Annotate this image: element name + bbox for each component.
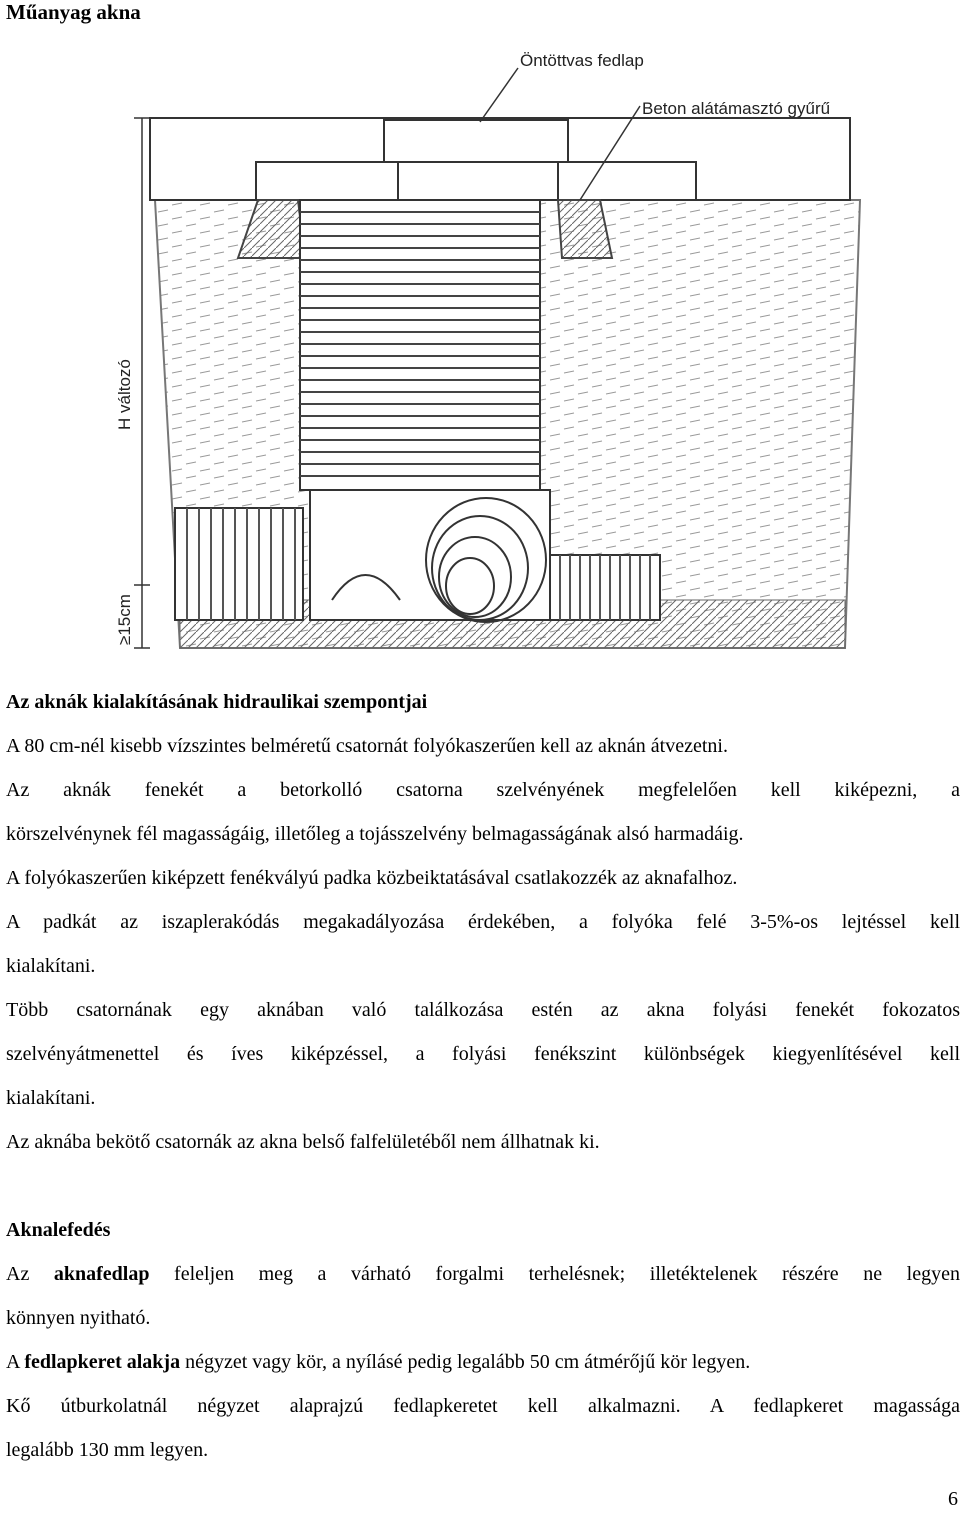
paragraph-line: szelvényátmenettel és íves kiképzéssel, a folyási fenékszint különbségek kiegyenlítésével kell — [6, 1043, 960, 1065]
outlet-pipe-right — [550, 555, 660, 620]
height-dimension — [134, 118, 150, 648]
paragraph: A 80 cm-nél kisebb vízszintes belméretű csatornát folyókaszerűen kell az aknán átvezetni. — [6, 735, 728, 757]
paragraph-line: körszelvénynek fél magasságáig, illetőleg a tojásszelvény belmagasságának alsó harmadáig. — [6, 823, 744, 845]
text-span: Az — [6, 1263, 54, 1285]
paragraph: Az aknába bekötő csatornák az akna belső falfelületéből nem állhatnak ki. — [6, 1131, 600, 1153]
document-body — [6, 680, 960, 1472]
cover-frame — [256, 162, 696, 200]
text-span: A — [6, 1351, 25, 1373]
height-label: H változó — [115, 359, 134, 430]
text-span: négyzet vagy kör, a nyílásé pedig legalább 50 cm átmérőjű kör legyen. — [180, 1351, 751, 1373]
base-chamber — [310, 490, 550, 620]
paragraph-line: legalább 130 mm legyen. — [6, 1439, 209, 1461]
min-depth-label: ≥15cm — [115, 594, 134, 645]
paragraph-line: Kő útburkolatnál négyzet alaprajzú fedlapkeretet kell alkalmazni. A fedlapkeret magassága — [6, 1395, 960, 1417]
paragraph-line: könnyen nyitható. — [6, 1307, 151, 1329]
bold-term: aknafedlap — [53, 1263, 150, 1285]
page-number: 6 — [948, 1488, 958, 1510]
manhole-diagram — [100, 40, 900, 660]
support-ring-label: Beton alátámasztó gyűrű — [642, 99, 831, 118]
text-span: feleljen meg a várható forgalmi terhelésnek; illetéktelenek részére ne legyen — [149, 1263, 960, 1285]
paragraph-line: kialakítani. — [6, 955, 96, 977]
bold-term: fedlapkeret alakja — [24, 1351, 181, 1373]
cast-iron-cover-top — [384, 120, 568, 162]
section-heading-covering: Aknalefedés — [6, 1219, 111, 1241]
paragraph-line — [6, 1340, 960, 1384]
page-title: Műanyag akna — [6, 0, 141, 24]
paragraph: A folyókaszerűen kiképzett fenékvályú padka közbeiktatásával csatlakozzék az aknafalhoz. — [6, 867, 738, 889]
paragraph-line: kialakítani. — [6, 1087, 96, 1109]
paragraph-line: Több csatornának egy aknában való találkozása estén az akna folyási fenekét fokozatos — [6, 999, 960, 1021]
paragraph-line: Az aknák fenekét a betorkolló csatorna szelvényének megfelelően kell kiképezni, a — [6, 779, 960, 801]
paragraph-line: A padkát az iszaplerakódás megakadályozása érdekében, a folyóka felé 3-5%-os lejtéssel kell — [6, 911, 960, 933]
paragraph-line — [6, 1252, 960, 1296]
cast-iron-cover-label: Öntöttvas fedlap — [520, 51, 644, 70]
section-heading-hydraulics: Az aknák kialakításának hidraulikai szempontjai — [6, 691, 428, 713]
